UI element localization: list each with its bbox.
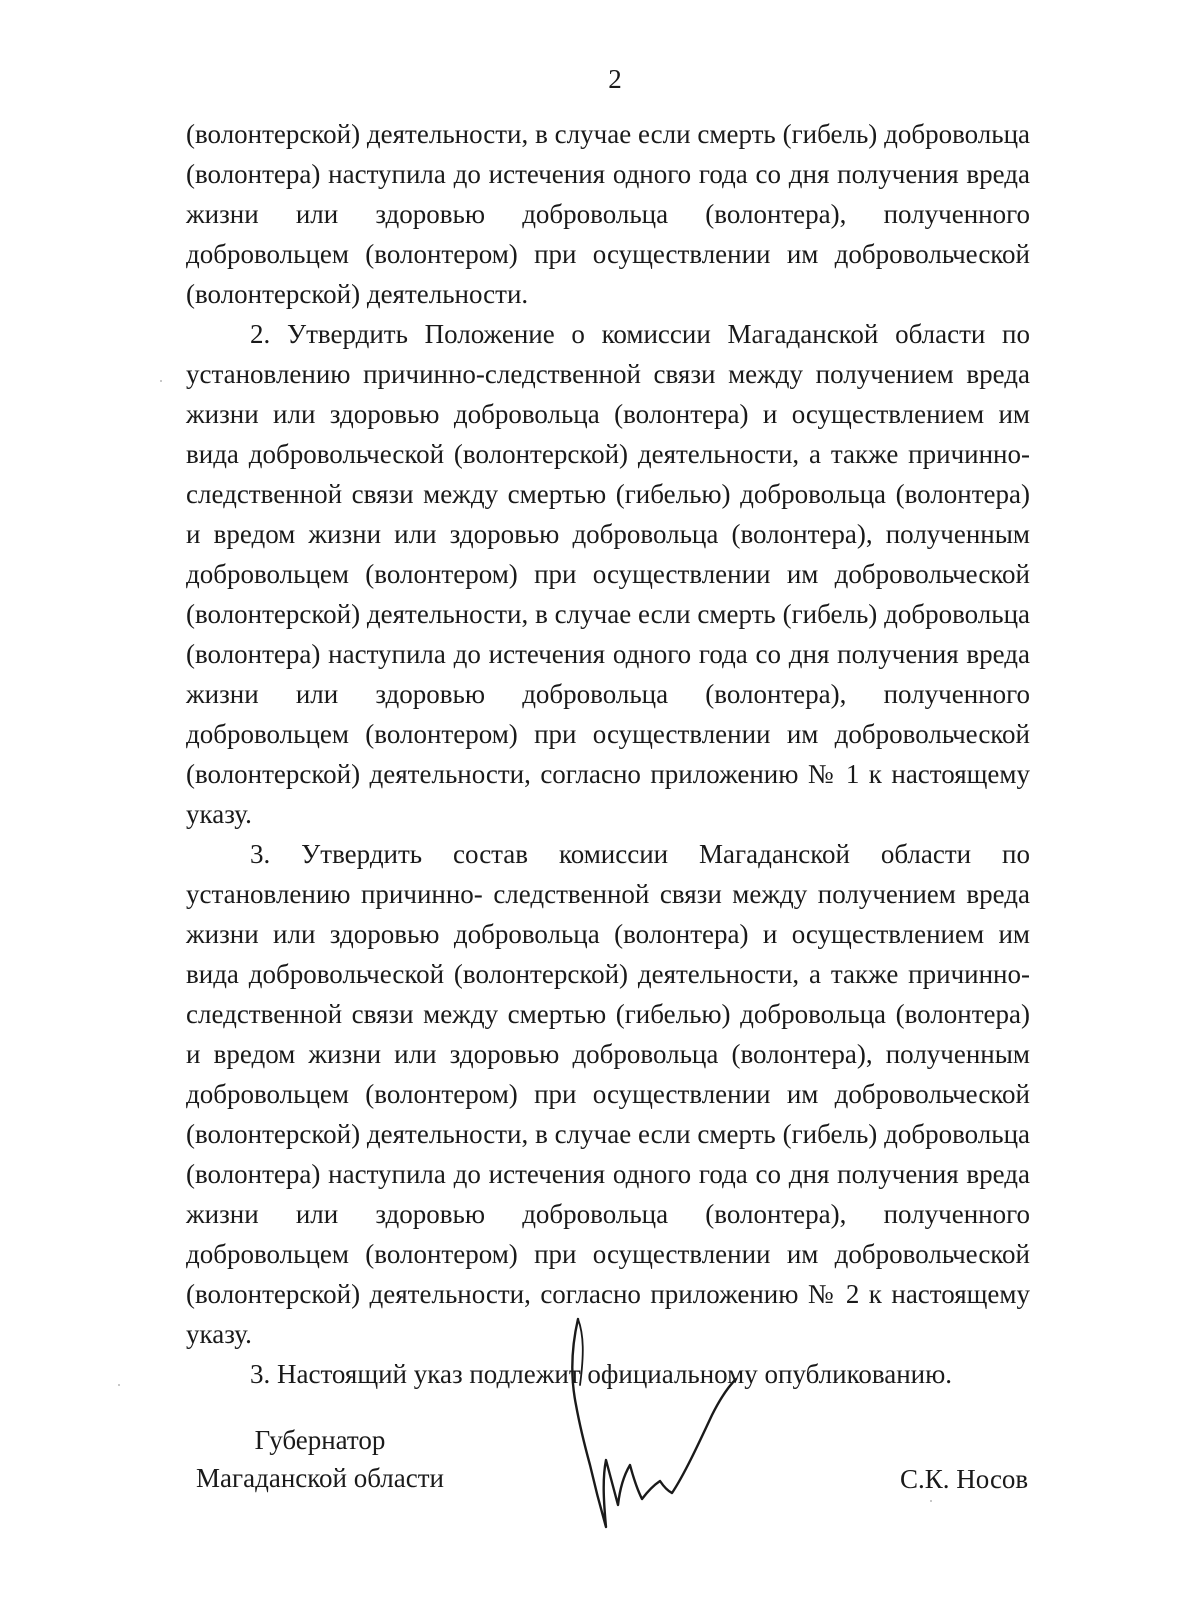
handwritten-signature <box>560 1315 760 1535</box>
paragraph-item-2: 2. Утвердить Положение о комиссии Магаданской области по установлению причинно-следственной связи между получением вреда жизни или здоровью добровольца (волонтера) и осуществлением им вида добровольческой (волонтерской) деятельности, а также причинно-следственной связи между смертью (гибелью) добровольца (волонтера) и вредом жизни или здоровью добровольца (волонтера), полученным добровольцем (волонтером) при осуществлении им добровольческой (волонтерской) деятельности, в случае если смерть (гибель) добровольца (волонтера) наступила до истечения одного года со дня получения вреда жизни или здоровью добровольца (волонтера), полученного добровольцем (волонтером) при осуществлении им добровольческой (волонтерской) деятельности, согласно приложению № 1 к настоящему указу. <box>186 319 1030 829</box>
paragraph-item-3-composition: 3. Утвердить состав комиссии Магаданской области по установлению причинно- следственной связи между получением вреда жизни или здоровью добровольца (волонтера) и осуществлением им вида добровольческой (волонтерской) деятельности, а также причинно-следственной связи между смертью (гибелью) добровольца (волонтера) и вредом жизни или здоровью добровольца (волонтера), полученным добровольцем (волонтером) при осуществлении им добровольческой (волонтерской) деятельности, в случае если смерть (гибель) добровольца (волонтера) наступила до истечения одного года со дня получения вреда жизни или здоровью добровольца (волонтера), полученного добровольцем (волонтером) при осуществлении им добровольческой (волонтерской) деятельности, согласно приложению № 2 к настоящему указу. <box>186 839 1030 1349</box>
scan-speck <box>160 380 162 382</box>
signatory-name: С.К. Носов <box>900 1464 1029 1494</box>
scan-speck <box>930 1500 932 1502</box>
paragraph-continuation: (волонтерской) деятельности, в случае если смерть (гибель) добровольца (волонтера) наступила до истечения одного года со дня получения вреда жизни или здоровью добровольца (волонтера), полученного добровольцем (волонтером) при осуществлении им добровольческой (волонтерской) деятельности. <box>186 119 1030 309</box>
paragraph-item-3-publication: 3. Настоящий указ подлежит официальному опубликованию. <box>250 1359 953 1389</box>
signatory-title-line1: Губернатор <box>254 1425 386 1455</box>
signatory-title <box>190 1421 450 1497</box>
page-number: 2 <box>608 64 622 94</box>
signatory-title-line2: Магаданской области <box>196 1463 444 1493</box>
scan-speck <box>118 1384 120 1386</box>
document-body <box>186 114 1030 1394</box>
